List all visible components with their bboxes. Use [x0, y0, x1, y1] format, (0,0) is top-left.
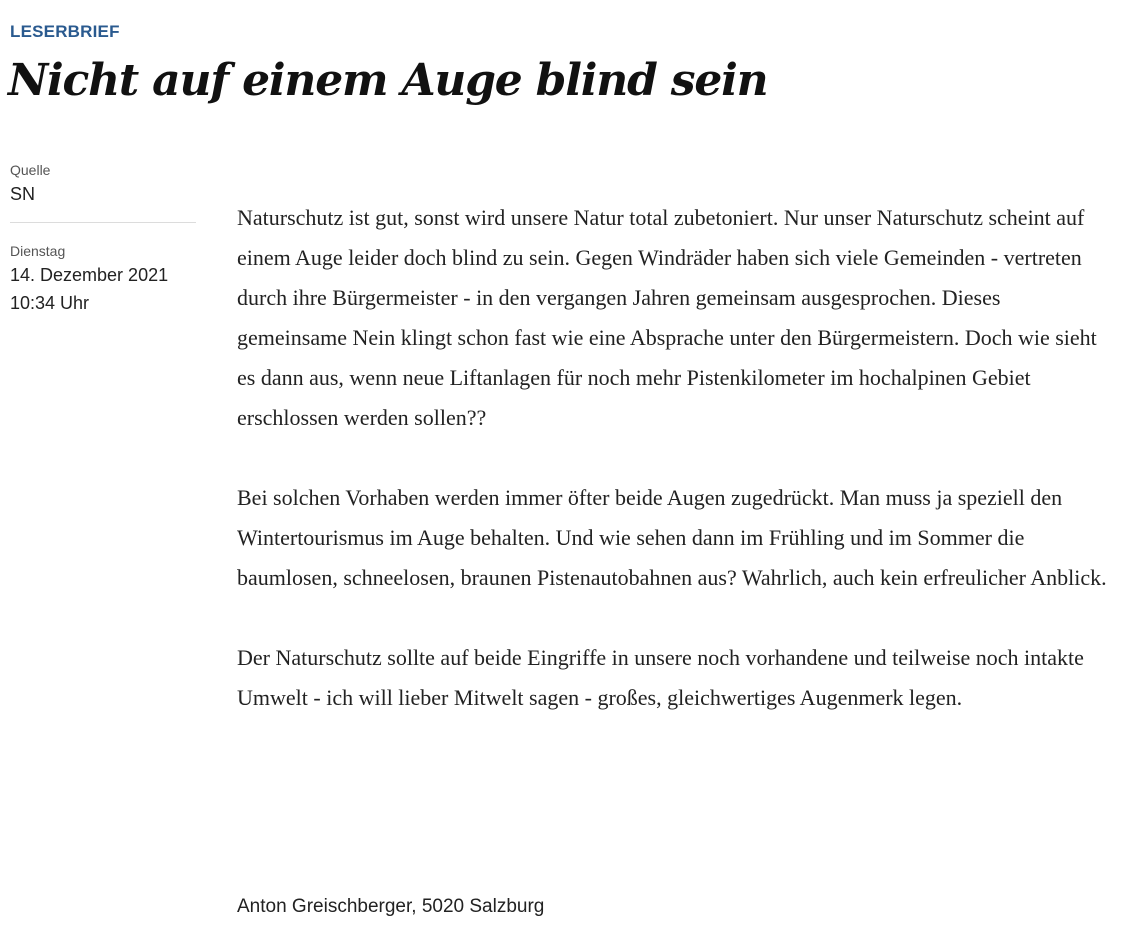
article-meta	[10, 160, 196, 317]
meta-source-value: SN	[10, 184, 36, 204]
article-body	[237, 198, 1107, 758]
meta-date-value: 14. Dezember 2021	[10, 265, 169, 285]
article-paragraph: Bei solchen Vorhaben werden immer öfter beide Augen zugedrückt. Man muss ja speziell den Wintertourismus im Auge behalten. Und wie sehen dann im Frühling und im Sommer die baumlosen, schneelosen, braunen Pistenautobahnen aus? Wahrlich, auch kein erfreulicher Anblick.	[237, 485, 1107, 590]
article-headline: Nicht auf einem Auge blind sein	[8, 55, 768, 106]
article-paragraph: Naturschutz ist gut, sonst wird unsere Natur total zubetoniert. Nur unser Naturschutz scheint auf einem Auge leider doch blind zu sein. Gegen Windräder haben sich viele Gemeinden - vertreten durch ihre Bürgermeister - in den vergangen Jahren gemeinsam ausgesprochen. Dieses gemeinsame Nein klingt schon fast wie eine Absprache unter den Bürgermeistern. Doch wie sieht es dann aus, wenn neue Liftanlagen für noch mehr Pistenkilometer im hochalpinen Gebiet erschlossen werden sollen??	[237, 205, 1097, 430]
meta-source	[10, 160, 196, 223]
meta-day-label: Dienstag	[10, 243, 66, 259]
article-kicker: LESERBRIEF	[10, 22, 120, 41]
article-paragraph: Der Naturschutz sollte auf beide Eingriffe in unsere noch vorhandene und teilweise noch intakte Umwelt - ich will lieber Mitwelt sagen - großes, gleichwertiges Augenmerk legen.	[237, 645, 1084, 710]
meta-time-value: 10:34 Uhr	[10, 293, 90, 313]
meta-date	[10, 241, 196, 317]
meta-source-label: Quelle	[10, 162, 51, 178]
article-author: Anton Greischberger, 5020 Salzburg	[237, 896, 545, 917]
